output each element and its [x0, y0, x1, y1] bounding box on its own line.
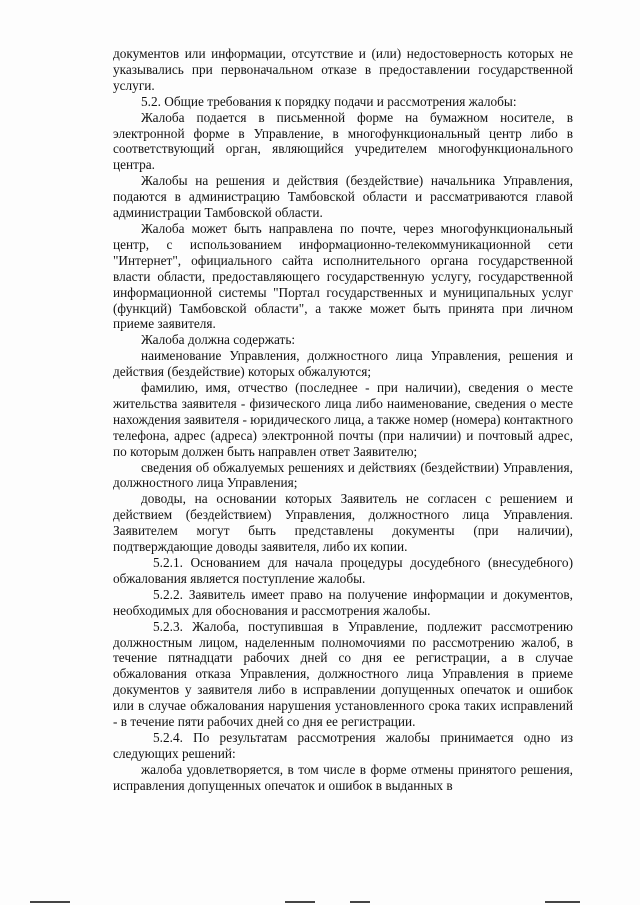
- paragraph-5-2-heading: 5.2. Общие требования к порядку подачи и рассмотрения жалобы:: [141, 93, 517, 109]
- paragraph-complaint-head: Жалобы на решения и действия (бездействие) начальника Управления, подаются в администрацию Тамбовской области и рассматриваются главой администрации Тамбовской области.: [113, 173, 573, 221]
- paragraph-complaint-channels: Жалоба может быть направлена по почте, через многофункциональный центр, с использованием информационно-телекоммуникационной сети "Интернет", официального сайта исполнительного органа государственной власти области, предоставляющего государственную услугу, государственной информационной системы "Портал государственных и муниципальных услуг (функций) Тамбовской области", а также может быть принята при личном приеме заявителя.: [113, 220, 573, 332]
- paragraph-decision-satisfied: жалоба удовлетворяется, в том числе в форме отмены принятого решения, исправления допущенных опечаток и ошибок в выданных в: [113, 761, 573, 793]
- paragraph-5-2-4: 5.2.4. По результатам рассмотрения жалобы принимается одно из следующих решений:: [113, 729, 573, 761]
- paragraph-item-arguments: доводы, на основании которых Заявитель не согласен с решением и действием (бездействием) Управления, должностного лица Управления. Заявителем могут быть представлены документы (при наличии), подтверждающие доводы заявителя, либо их копии.: [113, 491, 573, 555]
- scan-mark: [30, 901, 70, 903]
- scan-mark: [350, 901, 370, 903]
- paragraph-complaint-form: Жалоба подается в письменной форме на бумажном носителе, в электронной форме в Управление, в многофункциональный центр либо в соответствующий орган, являющийся учредителем многофункционального центра.: [113, 109, 573, 173]
- paragraph-item-decisions: сведения об обжалуемых решениях и действиях (бездействии) Управления, должностного лица Управления;: [113, 459, 573, 491]
- paragraph-5-2-3: 5.2.3. Жалоба, поступившая в Управление, подлежит рассмотрению должностным лицом, наделенным полномочиями по рассмотрению жалоб, в течение пятнадцати рабочих дней со дня ее регистрации, а в случае обжалования отказа Управления, должностного лица Управления в приеме документов у заявителя либо в исправлении допущенных опечаток и ошибок или в случае обжалования нарушения установленного срока таких исправлений - в течение пяти рабочих дней со дня ее регистрации.: [113, 618, 573, 730]
- scan-mark: [545, 901, 580, 903]
- paragraph-5-2-1: 5.2.1. Основанием для начала процедуры досудебного (внесудебного) обжалования является поступление жалобы.: [113, 555, 573, 586]
- paragraph-item-applicant: фамилию, имя, отчество (последнее - при наличии), сведения о месте жительства заявителя - физического лица либо наименование, сведения о месте нахождения заявителя - юридического лица, а также номер (номера) контактного телефона, адрес (адреса) электронной почты (при наличии) и почтовый адрес, по которым должен быть направлен ответ Заявителю;: [113, 380, 573, 459]
- scan-mark: [285, 901, 315, 903]
- paragraph-item-name: наименование Управления, должностного лица Управления, решения и действия (бездействие) которых обжалуются;: [113, 348, 573, 380]
- paragraph-continuation: документов или информации, отсутствие и (или) недостоверность которых не указывались при первоначальном отказе в предоставлении государственной услуги.: [113, 46, 573, 93]
- document-body: [113, 46, 573, 794]
- paragraph-5-2-2: 5.2.2. Заявитель имеет право на получение информации и документов, необходимых для обоснования и рассмотрения жалобы.: [113, 586, 573, 618]
- scan-edge-marks: [0, 895, 640, 905]
- paragraph-complaint-contents: Жалоба должна содержать:: [141, 332, 296, 348]
